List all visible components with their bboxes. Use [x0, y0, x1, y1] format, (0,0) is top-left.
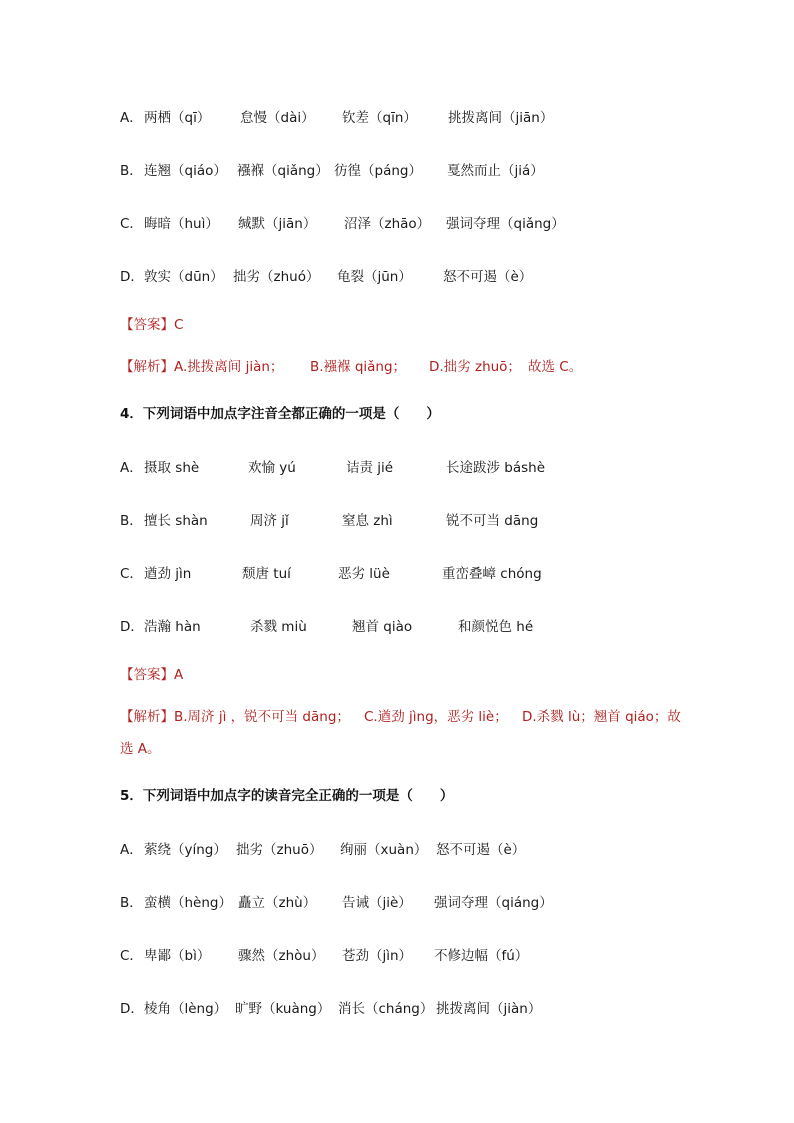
- option-item: 骤然（zhòu）: [238, 948, 325, 964]
- option-item: 消长（cháng）: [338, 1001, 434, 1017]
- option-item: 拙劣（zhuō）: [236, 842, 323, 858]
- option-item: 摄取 shè: [144, 460, 200, 476]
- option-label: C．: [120, 566, 143, 582]
- option-item: 告诫（jiè）: [342, 895, 412, 911]
- option-item: 敦实（dūn）: [144, 269, 224, 285]
- option-item: 棱角（lèng）: [144, 1001, 228, 1017]
- option-item: 周济 jǐ: [250, 513, 289, 529]
- analysis-segment: C.遒劲 jìng，恶劣 liè；: [364, 709, 508, 725]
- option-item: 颓唐 tuí: [242, 566, 291, 582]
- option-item: 锐不可当 dāng: [446, 513, 539, 529]
- q4-analysis-line-2: 选 A。: [120, 741, 161, 757]
- option-item: 长途跋涉 báshè: [446, 460, 546, 476]
- option-item: 卑鄙（bì）: [144, 948, 211, 964]
- option-item: 苍劲（jìn）: [342, 948, 413, 964]
- analysis-segment: 【解析】B.周济 jì ，锐不可当 dāng；: [120, 709, 350, 725]
- analysis-segment: 【解析】A.挑拨离间 jiàn；: [120, 359, 284, 375]
- option-item: 擅长 shàn: [144, 513, 208, 529]
- option-label: C．: [120, 948, 143, 964]
- option-item: 拙劣（zhuó）: [233, 269, 320, 285]
- option-item: 晦暗（huì）: [144, 216, 219, 232]
- q3-answer: 【答案】C: [120, 317, 184, 333]
- option-item: 襁褓（qiǎng）: [237, 163, 329, 179]
- option-item: 强词夺理（qiǎng）: [446, 216, 565, 232]
- option-label: D．: [120, 619, 144, 635]
- option-item: 翘首 qiào: [352, 619, 413, 635]
- analysis-segment: B.襁褓 qiǎng；: [310, 359, 407, 375]
- option-item: 重峦叠嶂 chóng: [442, 566, 542, 582]
- option-item: 和颜悦色 hé: [458, 619, 534, 635]
- option-label: B．: [120, 895, 143, 911]
- option-label: B．: [120, 513, 143, 529]
- option-item: 窒息 zhì: [342, 513, 393, 529]
- option-item: 诘责 jié: [346, 460, 394, 476]
- option-label: A．: [120, 110, 143, 126]
- option-item: 沼泽（zhāo）: [344, 216, 431, 232]
- option-item: 两栖（qī）: [144, 110, 211, 126]
- option-label: A．: [120, 460, 143, 476]
- option-item: 蛮横（hèng）: [144, 895, 232, 911]
- option-item: 欢愉 yú: [248, 460, 296, 476]
- option-item: 怒不可遏（è）: [436, 842, 526, 858]
- option-label: D．: [120, 1001, 144, 1017]
- option-item: 浩瀚 hàn: [144, 619, 201, 635]
- option-item: 强词夺理（qiáng）: [434, 895, 553, 911]
- option-item: 矗立（zhù）: [238, 895, 317, 911]
- option-item: 怒不可遏（è）: [443, 269, 533, 285]
- option-item: 龟裂（jūn）: [337, 269, 412, 285]
- option-item: 缄默（jiān）: [238, 216, 317, 232]
- option-item: 连翘（qiáo）: [144, 163, 227, 179]
- q4-title: 4．下列词语中加点字注音全都正确的一项是（ ）: [120, 406, 440, 422]
- option-item: 戛然而止（jiá）: [447, 163, 544, 179]
- option-item: 彷徨（páng）: [334, 163, 422, 179]
- option-item: 挑拨离间（jiān）: [448, 110, 554, 126]
- option-label: A．: [120, 842, 143, 858]
- option-item: 钦差（qīn）: [342, 110, 417, 126]
- option-item: 旷野（kuàng）: [235, 1001, 331, 1017]
- option-item: 挑拨离间（jiàn）: [436, 1001, 542, 1017]
- option-item: 恶劣 lüè: [338, 566, 390, 582]
- analysis-segment: 故选 C。: [528, 359, 583, 375]
- option-item: 怠慢（dài）: [240, 110, 315, 126]
- option-label: C．: [120, 216, 143, 232]
- option-item: 不修边幅（fú）: [434, 948, 529, 964]
- option-label: B．: [120, 163, 143, 179]
- q4-answer: 【答案】A: [120, 667, 184, 683]
- option-item: 杀戮 miù: [250, 619, 307, 635]
- option-label: D．: [120, 269, 144, 285]
- analysis-segment: D.拙劣 zhuō；: [429, 359, 521, 375]
- q5-title: 5．下列词语中加点字的读音完全正确的一项是（ ）: [120, 788, 454, 804]
- option-item: 遒劲 jìn: [144, 566, 192, 582]
- option-item: 萦绕（yíng）: [144, 842, 227, 858]
- option-item: 绚丽（xuàn）: [340, 842, 428, 858]
- analysis-segment: D.杀戮 lù；翘首 qiáo；故: [522, 709, 681, 725]
